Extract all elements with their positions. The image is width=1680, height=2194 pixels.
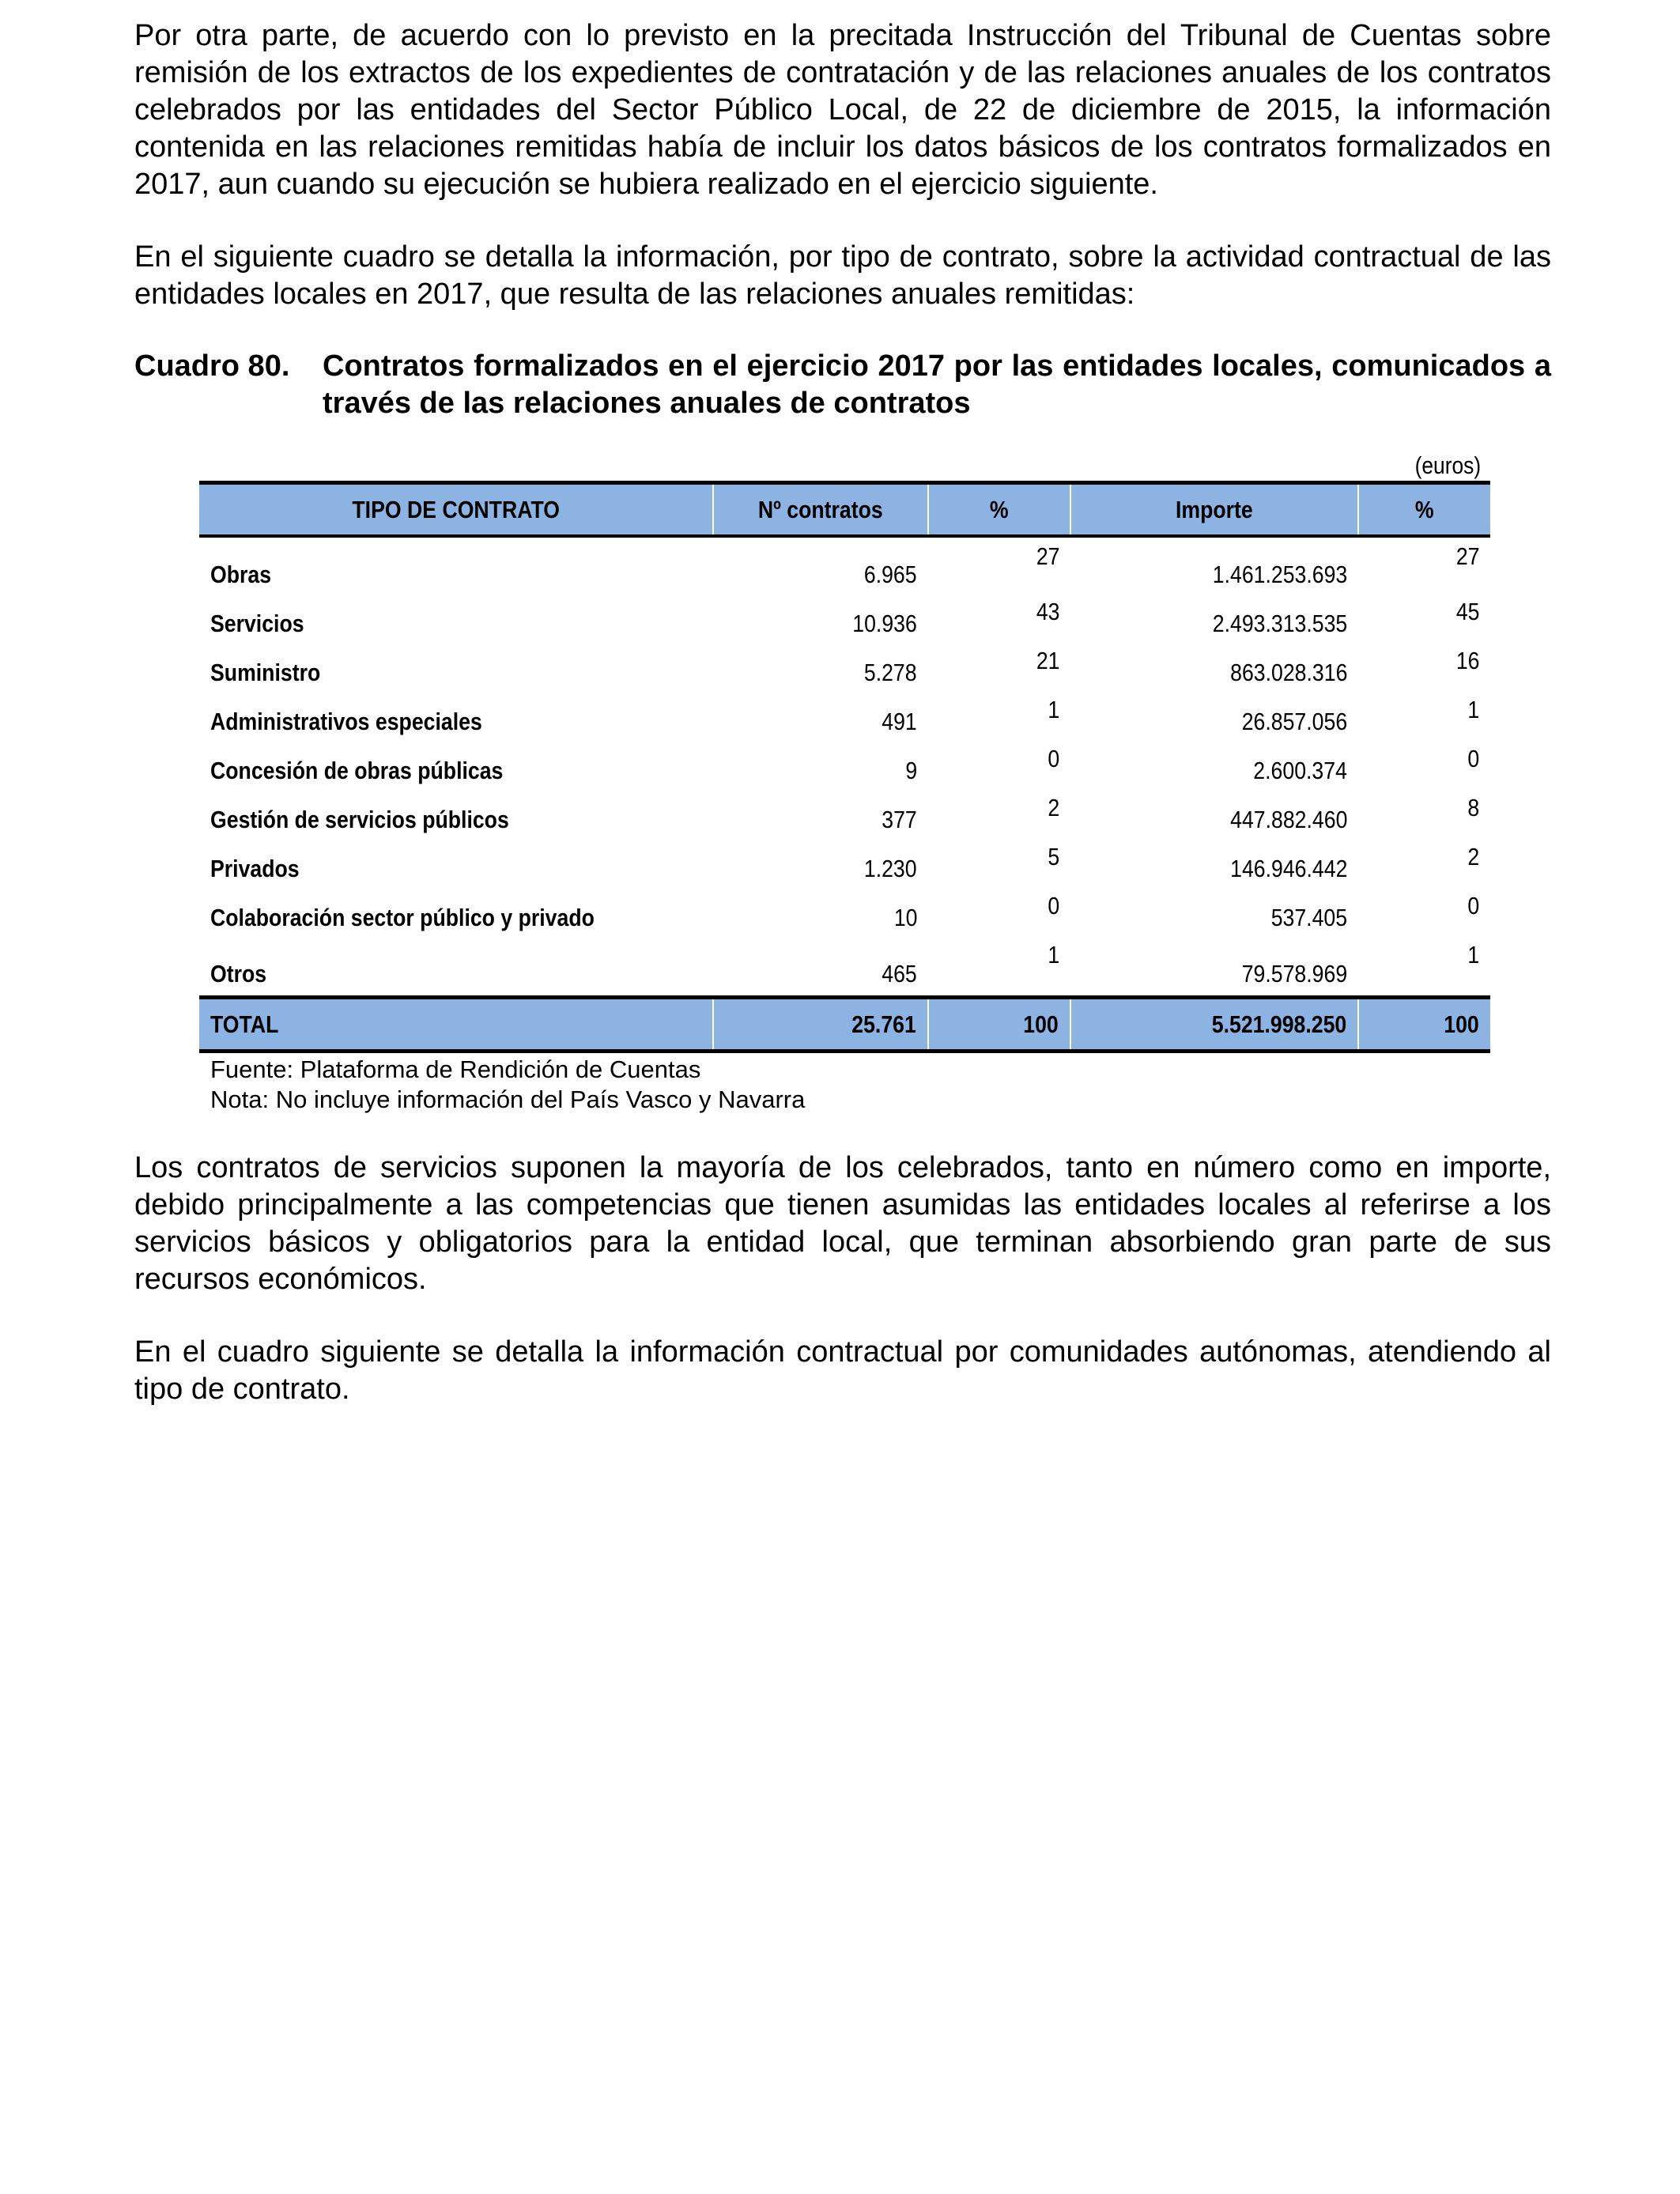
- row-pct-importe: 0: [1467, 745, 1479, 772]
- table-row: [199, 936, 1490, 998]
- row-pct-num: 1: [1048, 696, 1059, 723]
- row-num: 465: [882, 960, 917, 987]
- row-num: 10.936: [852, 610, 917, 637]
- table-row: [199, 740, 1490, 789]
- table-row: [199, 838, 1490, 887]
- table-row: [199, 887, 1490, 936]
- row-tipo: Concesión de obras públicas: [210, 757, 504, 784]
- row-pct-importe: 1: [1467, 696, 1479, 723]
- contracts-table-container: [199, 451, 1490, 1115]
- row-pct-num: 5: [1048, 843, 1059, 870]
- header-pct-num: %: [928, 483, 1070, 537]
- paragraph-table-intro: En el siguiente cuadro se detalla la información, por tipo de contrato, sobre la actividad contractual de las entidades locales en 2017, que resulta de las relaciones anuales remitidas:: [134, 240, 1551, 311]
- contracts-table: [199, 481, 1490, 1053]
- row-pct-num: 0: [1048, 745, 1059, 772]
- row-tipo: Servicios: [210, 610, 304, 637]
- row-tipo: Gestión de servicios públicos: [210, 806, 509, 833]
- paragraph-analysis: Los contratos de servicios suponen la mayoría de los celebrados, tanto en número como en importe, debido principalmente a las competencias que tienen asumidas las entidades locales al referirse a los servicios básicos y obligatorios para la entidad local, que terminan absorbiendo gran parte de sus recursos económicos.: [134, 1151, 1551, 1296]
- total-num: 25.761: [713, 998, 928, 1052]
- header-tipo: TIPO DE CONTRATO: [199, 483, 713, 537]
- table-notes: [210, 1055, 1490, 1115]
- row-pct-importe: 8: [1467, 794, 1479, 821]
- table-total-row: [199, 998, 1490, 1052]
- row-num: 5.278: [864, 659, 917, 686]
- row-importe: 1.461.253.693: [1212, 561, 1347, 588]
- row-num: 6.965: [864, 561, 917, 588]
- row-num: 10: [893, 904, 917, 931]
- row-pct-num: 27: [1036, 542, 1059, 570]
- table-row: [199, 536, 1490, 593]
- row-pct-num: 21: [1036, 647, 1059, 674]
- row-pct-importe: 1: [1467, 941, 1479, 969]
- row-pct-importe: 16: [1455, 647, 1479, 674]
- total-importe: 5.521.998.250: [1070, 998, 1358, 1052]
- row-pct-importe: 45: [1455, 598, 1479, 625]
- paragraph-intro: Por otra parte, de acuerdo con lo previsto en la precitada Instrucción del Tribunal de Cuentas sobre remisión de los extractos de los expedientes de contratación y de las relaciones anuales de los contratos celebrados por las entidades del Sector Público Local, de 22 de diciembre de 2015, la información contenida en las relaciones remitidas había de incluir los datos básicos de los contratos formalizados en 2017, aun cuando su ejecución se hubiera realizado en el ejercicio siguiente.: [134, 19, 1551, 201]
- caption-title: Contratos formalizados en el ejercicio 2017 por las entidades locales, comunicados a través de las relaciones anuales de contratos: [323, 349, 1551, 420]
- table-source: Fuente: Plataforma de Rendición de Cuentas: [210, 1055, 701, 1083]
- row-num: 9: [905, 757, 917, 784]
- row-pct-importe: 2: [1467, 843, 1479, 870]
- paragraph-next-table: En el cuadro siguiente se detalla la información contractual por comunidades autónomas, atendiendo al tipo de contrato.: [134, 1335, 1551, 1406]
- row-tipo: Administrativos especiales: [210, 708, 482, 735]
- row-tipo: Privados: [210, 855, 300, 882]
- row-importe: 146.946.442: [1229, 855, 1347, 882]
- row-importe: 2.600.374: [1253, 757, 1347, 784]
- row-tipo: Otros: [210, 960, 267, 987]
- row-pct-num: 1: [1048, 941, 1059, 969]
- table-row: [199, 593, 1490, 642]
- row-importe: 2.493.313.535: [1212, 610, 1347, 637]
- header-importe: Importe: [1070, 483, 1358, 537]
- total-pct-num: 100: [928, 998, 1070, 1052]
- row-pct-importe: 27: [1455, 542, 1479, 570]
- row-tipo: Obras: [210, 561, 272, 588]
- row-pct-num: 0: [1048, 892, 1059, 920]
- header-pct-importe: %: [1358, 483, 1490, 537]
- table-header-row: [199, 483, 1490, 537]
- row-pct-num: 2: [1048, 794, 1059, 821]
- header-num-contratos: Nº contratos: [713, 483, 928, 537]
- row-importe: 537.405: [1270, 904, 1347, 931]
- row-importe: 447.882.460: [1229, 806, 1347, 833]
- row-pct-importe: 0: [1467, 892, 1479, 920]
- document-page: [134, 17, 1551, 1408]
- row-num: 1.230: [864, 855, 917, 882]
- row-pct-num: 43: [1036, 598, 1059, 625]
- row-tipo: Suministro: [210, 659, 321, 686]
- row-num: 491: [882, 708, 917, 735]
- table-row: [199, 691, 1490, 740]
- row-importe: 79.578.969: [1241, 960, 1347, 987]
- total-label: TOTAL: [199, 998, 713, 1052]
- table-note: Nota: No incluye información del País Vasco y Navarra: [210, 1086, 806, 1113]
- table-row: [199, 789, 1490, 838]
- row-importe: 863.028.316: [1229, 659, 1347, 686]
- table-caption: [134, 348, 1551, 422]
- row-tipo: Colaboración sector público y privado: [210, 904, 595, 931]
- caption-number: Cuadro 80.: [134, 349, 290, 383]
- table-row: [199, 642, 1490, 691]
- table-units: (euros): [1414, 451, 1482, 479]
- row-num: 377: [882, 806, 917, 833]
- total-pct-importe: 100: [1358, 998, 1490, 1052]
- row-importe: 26.857.056: [1241, 708, 1347, 735]
